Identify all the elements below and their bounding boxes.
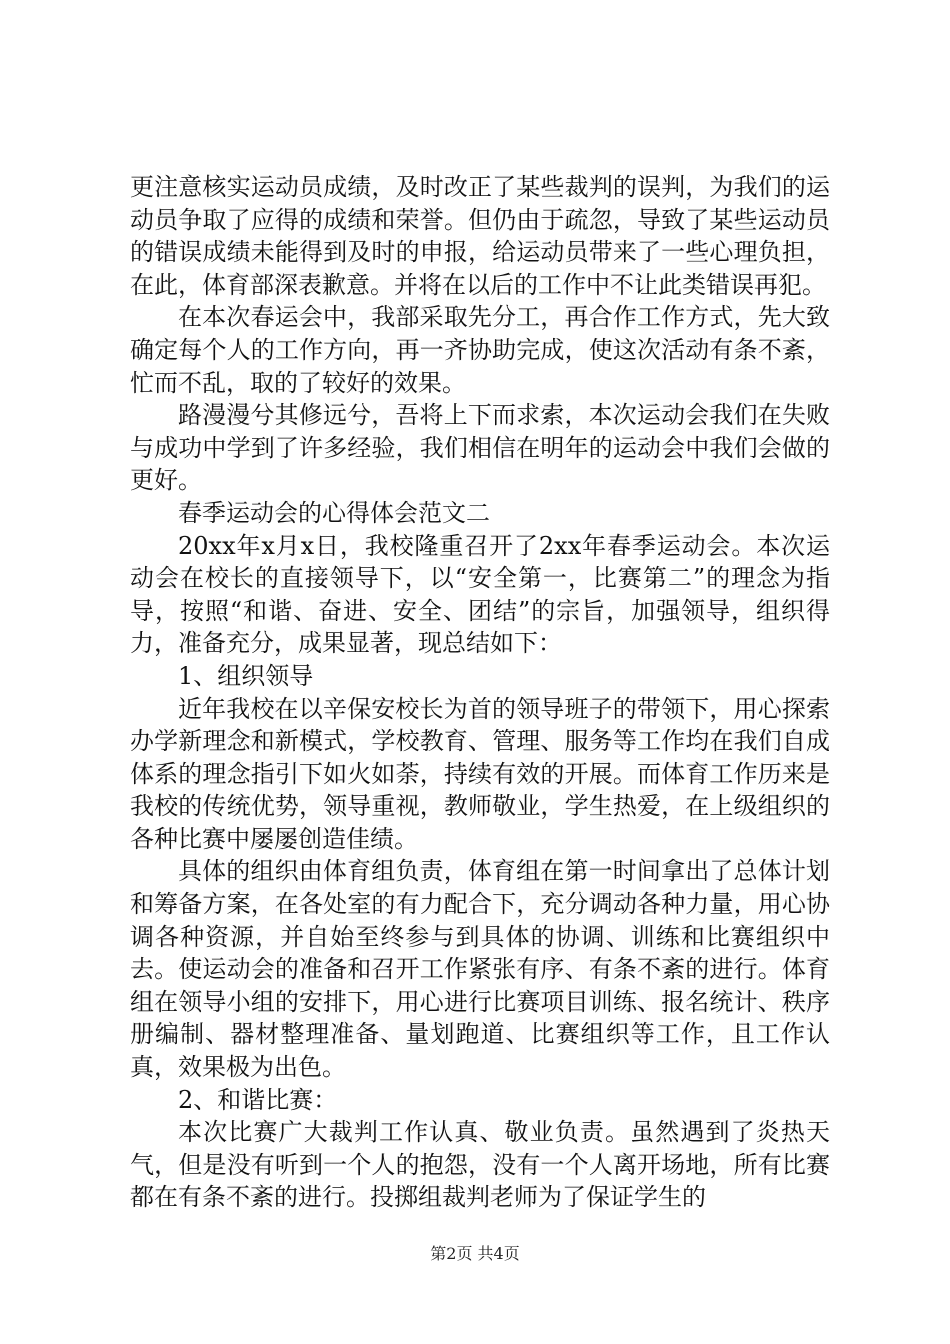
paragraph: 近年我校在以辛保安校长为首的领导班子的带领下，用心探索办学新理念和新模式，学校教育、管理、服务等工作均在我们自成体系的理念指引下如火如荼，持续有效的开展。而体育工作历来是我校的传统优势，领导重视，教师敬业，学生热爱，在上级组织的各种比赛中屡屡创造佳绩。: [130, 694, 830, 853]
section-heading: 1、组织领导: [178, 661, 314, 690]
paragraph: 具体的组织由体育组负责，体育组在第一时间拿出了总体计划和筹备方案，在各处室的有力配合下，充分调动各种力量，用心协调各种资源，并自始至终参与到具体的协调、训练和比赛组织中去。使运动会的准备和召开工作紧张有序、有条不紊的进行。体育组在领导小组的安排下，用心进行比赛项目训练、报名统计、秩序册编制、器材整理准备、量划跑道、比赛组织等工作，且工作认真，效果极为出色。: [130, 857, 830, 1082]
paragraph: 本次比赛广大裁判工作认真、敬业负责。虽然遇到了炎热天气，但是没有听到一个人的抱怨，没有一个人离开场地，所有比赛都在有条不紊的进行。投掷组裁判老师为了保证学生的: [130, 1118, 830, 1212]
paragraph-continued: 更注意核实运动员成绩，及时改正了某些裁判的误判，为我们的运动员争取了应得的成绩和荣誉。但仍由于疏忽，导致了某些运动员的错误成绩未能得到及时的申报，给运动员带来了一些心理负担，在此，体育部深表歉意。并将在以后的工作中不让此类错误再犯。: [130, 173, 830, 299]
paragraph: 在本次春运会中，我部采取先分工，再合作工作方式，先大致确定每个人的工作方向，再一齐协助完成，使这次活动有条不紊，忙而不乱，取的了较好的效果。: [130, 303, 830, 397]
paragraph: 路漫漫兮其修远兮，吾将上下而求索，本次运动会我们在失败与成功中学到了许多经验，我们相信在明年的运动会中我们会做的更好。: [130, 401, 830, 495]
section-heading: 2、和谐比赛：: [178, 1085, 338, 1114]
page-number-footer: 第2页 共4页: [430, 1244, 520, 1263]
paragraph: 20xx年x月x日，我校隆重召开了2xx年春季运动会。本次运动会在校长的直接领导下，以“安全第一，比赛第二”的理念为指导，按照“和谐、奋进、安全、团结”的宗旨，加强领导，组织得力，准备充分，成果显著，现总结如下：: [130, 531, 830, 658]
section-title: 春季运动会的心得体会范文二: [178, 498, 490, 527]
document-body: [130, 171, 830, 1214]
